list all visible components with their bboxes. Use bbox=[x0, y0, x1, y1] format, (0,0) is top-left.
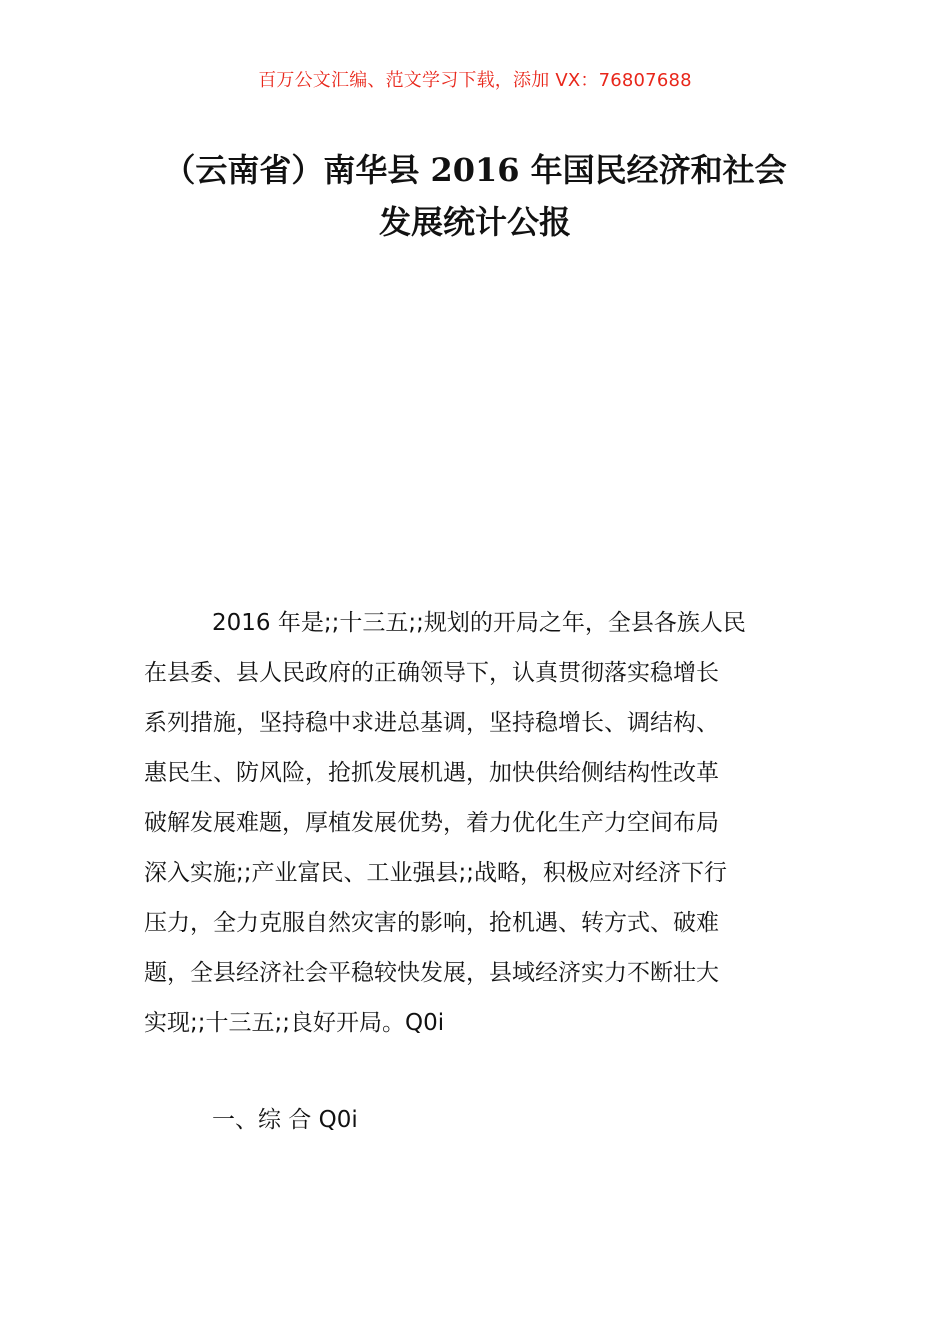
header-banner: 百万公文汇编、范文学习下载，添加 VX：76807688 bbox=[258, 70, 692, 91]
paragraph-line: 系列措施，坚持稳中求进总基调，坚持稳增长、调结构、 bbox=[144, 710, 719, 736]
title-line-1: （云南省）南华县 2016 年国民经济和社会 bbox=[163, 151, 787, 189]
paragraph-line: 压力，全力克服自然灾害的影响，抢机遇、转方式、破难 bbox=[144, 910, 719, 936]
paragraph-line: 题，全县经济社会平稳较快发展，县域经济实力不断壮大 bbox=[144, 960, 719, 986]
paragraph-line: 深入实施;;产业富民、工业强县;;战略，积极应对经济下行 bbox=[144, 860, 727, 886]
paragraph-line: 在县委、县人民政府的正确领导下，认真贯彻落实稳增长 bbox=[144, 660, 719, 686]
title-line-2: 发展统计公报 bbox=[378, 203, 571, 241]
section-heading: 一、综 合 Q0i bbox=[212, 1107, 358, 1133]
paragraph-line: 2016 年是;;十三五;;规划的开局之年，全县各族人民 bbox=[212, 610, 746, 636]
paragraph-line: 惠民生、防风险，抢抓发展机遇，加快供给侧结构性改革 bbox=[144, 760, 719, 786]
document-title bbox=[120, 144, 830, 248]
intro-paragraph bbox=[144, 598, 808, 1048]
paragraph-line: 破解发展难题，厚植发展优势，着力优化生产力空间布局 bbox=[144, 810, 719, 836]
paragraph-line: 实现;;十三五;;良好开局。Q0i bbox=[144, 1010, 445, 1036]
